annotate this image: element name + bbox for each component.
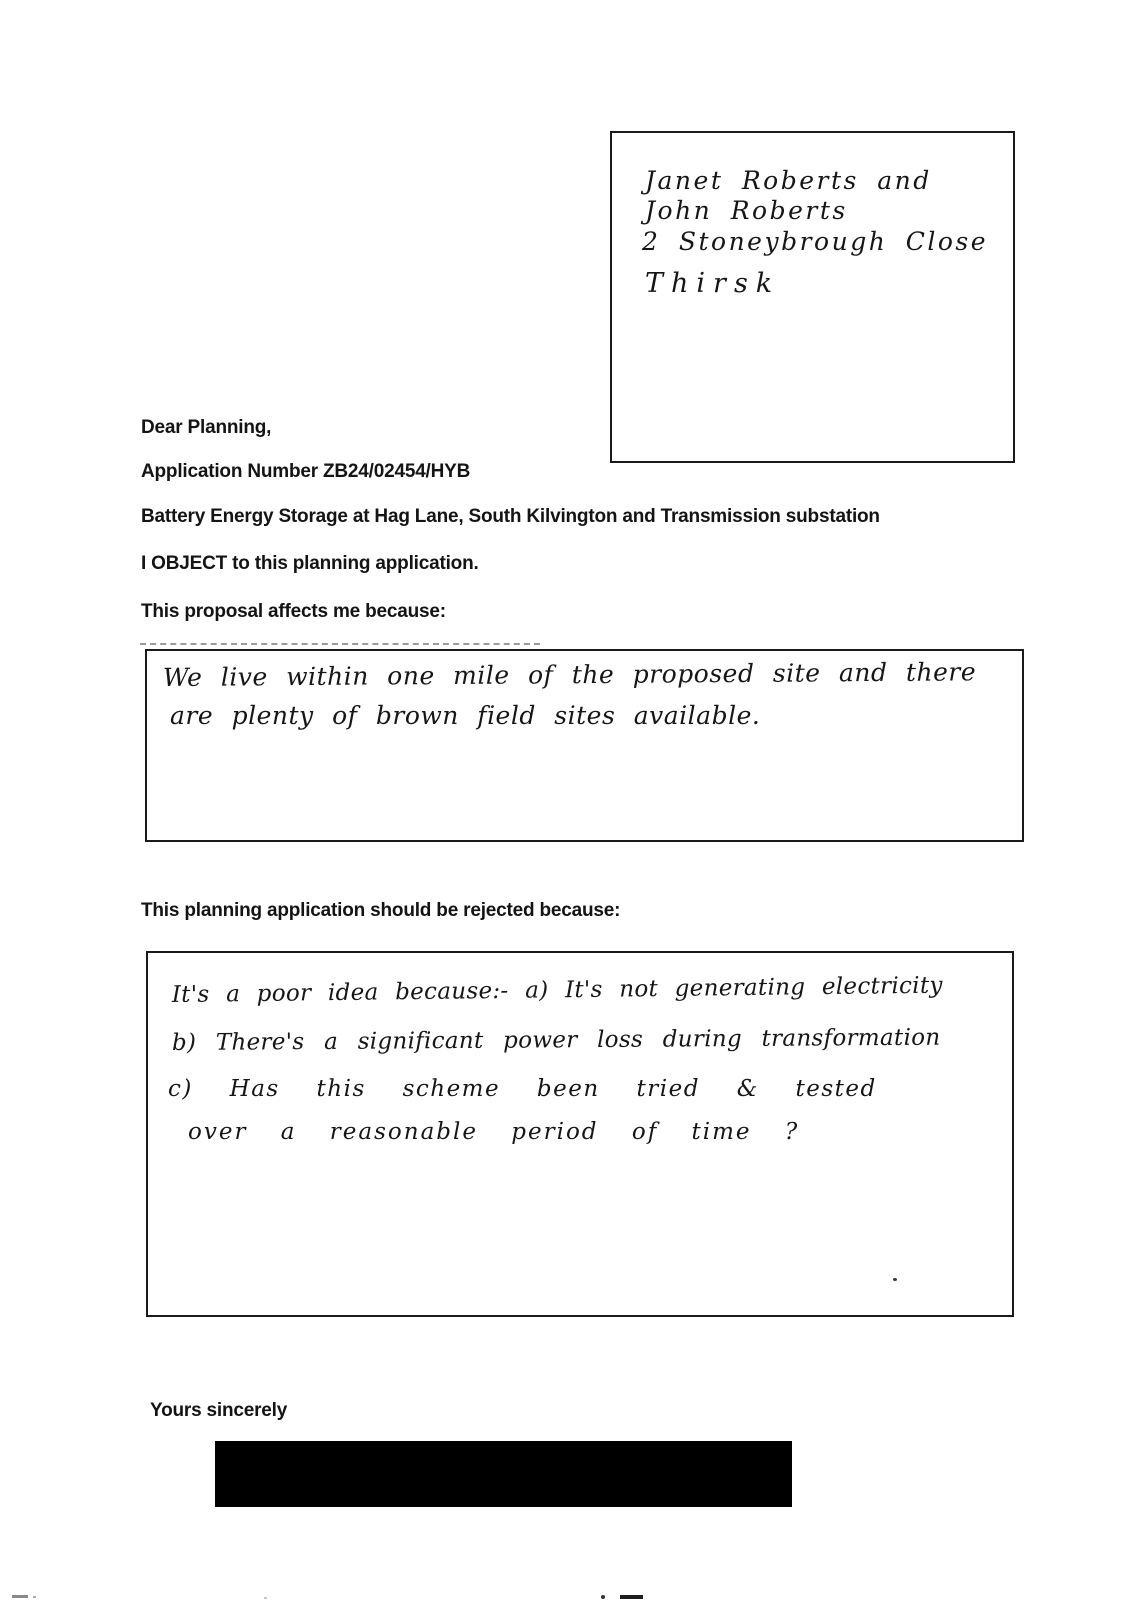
scan-artifact-bottom-dot bbox=[33, 1596, 36, 1598]
closing: Yours sincerely bbox=[150, 1400, 288, 1421]
sender-street-line: 2 Stoneybrough Close bbox=[642, 227, 989, 256]
redacted-signature bbox=[215, 1441, 792, 1507]
scan-artifact-bottom-dot-2 bbox=[601, 1595, 605, 1599]
application-number-line: Application Number ZB24/02454/HYB bbox=[141, 461, 471, 482]
affects-response-line-2: are plenty of brown field sites available. bbox=[170, 701, 761, 730]
reject-response-line-4: over a reasonable period of time ? bbox=[188, 1119, 800, 1145]
reject-response-line-2: b) There's a significant power loss during transformation bbox=[171, 1024, 941, 1056]
scan-artifact-bottom-bar bbox=[620, 1595, 643, 1599]
scan-artifact-line bbox=[140, 643, 540, 645]
scan-artifact-bottom-dash bbox=[12, 1595, 28, 1598]
affects-response-line-1: We live within one mile of the proposed site and there bbox=[162, 657, 977, 692]
salutation: Dear Planning, bbox=[141, 417, 272, 438]
sender-name-line-2: John Roberts bbox=[645, 196, 848, 225]
affects-prompt: This proposal affects me because: bbox=[141, 601, 446, 622]
subject-line: Battery Energy Storage at Hag Lane, South Kilvington and Transmission substation bbox=[141, 506, 880, 527]
reject-prompt: This planning application should be rejected because: bbox=[141, 900, 621, 921]
reject-response-line-1: It's a poor idea because:- a) It's not generating electricity bbox=[171, 972, 943, 1008]
sender-name-line-1: Janet Roberts and bbox=[645, 166, 932, 195]
scan-artifact-bottom-speck bbox=[264, 1597, 267, 1599]
scan-artifact-dot bbox=[893, 1278, 897, 1281]
reject-response-line-3: c) Has this scheme been tried & tested bbox=[168, 1076, 877, 1102]
objection-statement: I OBJECT to this planning application. bbox=[141, 553, 479, 574]
sender-town-line: Thirsk bbox=[645, 268, 781, 299]
